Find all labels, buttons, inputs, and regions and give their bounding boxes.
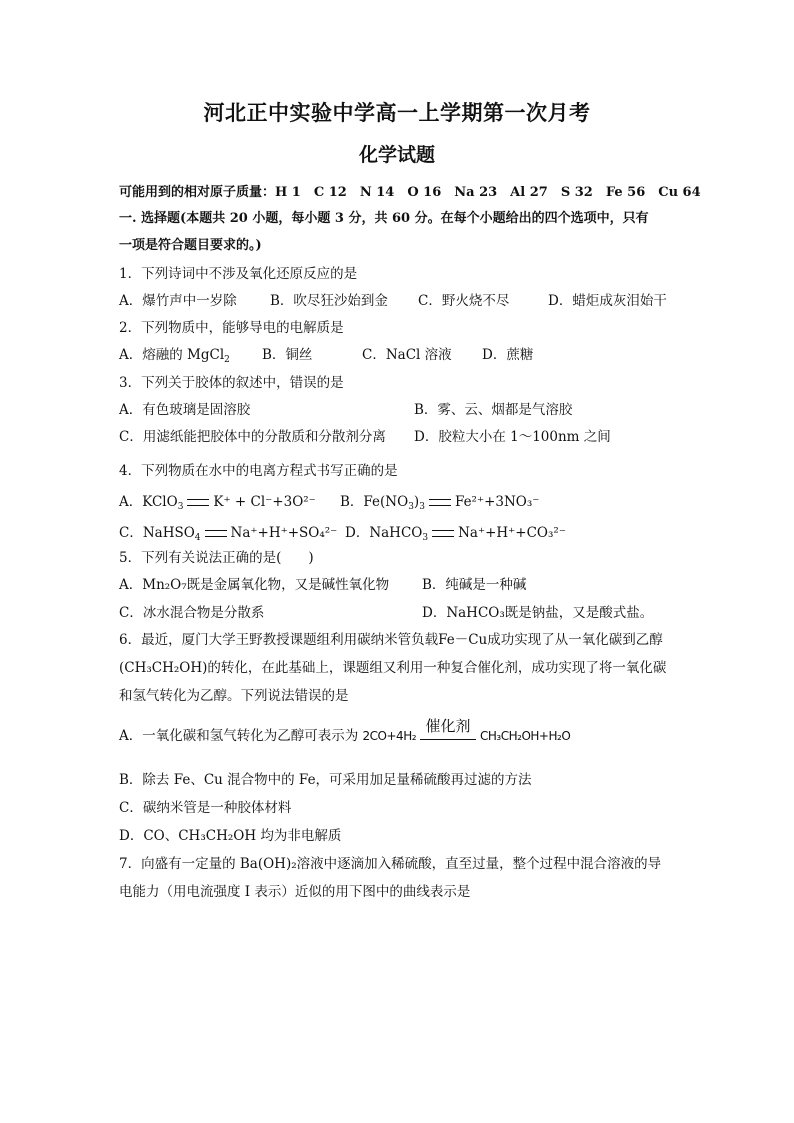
q3-option-d: D．胶粒大小在 1～100nm 之间 — [414, 429, 611, 445]
q5-option-c: C．冰水混合物是分散系 — [119, 605, 265, 621]
equals-sign — [205, 530, 227, 537]
q6-option-c: C．碳纳米管是一种胶体材料 — [119, 800, 292, 816]
q4-option-b: B．$Fe(NO_3)_3$ Fe²⁺+3NO₃⁻ — [340, 494, 540, 512]
q2-option-b: B．铜丝 — [262, 347, 313, 363]
question-5-stem: 5．下列有关说法正确的是( ) — [119, 550, 314, 566]
q6-option-a: A．一氧化碳和氢气转化为乙醇可表示为 2CO+4H₂ 催化剂 CH₃CH₂OH+H₂O — [119, 724, 570, 749]
q5-option-d: D．NaHCO₃既是钠盐，又是酸式盐。 — [422, 605, 654, 621]
question-7-line1: 7．向盛有一定量的 Ba(OH)₂溶液中逐滴加入稀硫酸，直至过量，整个过程中混合溶液的导 — [119, 856, 662, 872]
q1-option-d: D．蜡炬成灰泪始干 — [548, 293, 667, 309]
catalyst-arrow: 催化剂 — [420, 725, 476, 749]
q6-option-d: D．CO、CH₃CH₂OH 均为非电解质 — [119, 828, 342, 844]
equals-sign — [432, 530, 454, 537]
section-instructions-line1: 一. 选择题(本题共 20 小题，每小题 3 分，共 60 分。在每个小题给出的四个选项中，只有 — [119, 211, 649, 226]
q4-option-d: D．NaHCO$_3$ Na⁺+H⁺+CO₃²⁻ — [345, 525, 566, 543]
exam-subtitle: 化学试题 — [358, 144, 435, 166]
question-3-stem: 3．下列关于胶体的叙述中，错误的是 — [119, 375, 344, 391]
q5-option-a: A．Mn₂O₇既是金属氧化物，又是碱性氧化物 — [119, 577, 390, 593]
q3-option-c: C．用滤纸能把胶体中的分散质和分散剂分离 — [119, 429, 386, 445]
q2-option-a: A．熔融的 MgCl$_2$ — [119, 347, 230, 365]
question-1-stem: 1．下列诗词中不涉及氧化还原反应的是 — [119, 266, 358, 282]
question-2-stem: 2．下列物质中，能够导电的电解质是 — [119, 320, 344, 336]
question-7-line2: 电能力（用电流强度 I 表示）近似的用下图中的曲线表示是 — [119, 884, 471, 900]
section-instructions-line2: 一项是符合题目要求的。) — [119, 238, 262, 253]
atomic-masses: 可能用到的相对原子质量：H 1 C 12 N 14 O 16 Na 23 Al 27 S 32 Fe 56 Cu 64 — [119, 185, 701, 200]
question-6-line3: 和氢气转化为乙醇。下列说法错误的是 — [119, 688, 349, 704]
question-6-line1: 6．最近，厦门大学王野教授课题组利用碳纳米管负载Fe－Cu成功实现了从一氧化碳到乙醇 — [119, 632, 663, 648]
question-6-line2: (CH₃CH₂OH)的转化，在此基础上，课题组又利用一种复合催化剂，成功实现了将一氧化碳 — [119, 660, 667, 676]
equals-sign — [187, 499, 209, 506]
question-4-stem: 4．下列物质在水中的电离方程式书写正确的是 — [119, 463, 398, 479]
q1-option-c: C．野火烧不尽 — [418, 293, 510, 309]
q6-option-b: B．除去 Fe、Cu 混合物中的 Fe，可采用加足量稀硫酸再过滤的方法 — [119, 772, 532, 788]
q1-option-a: A．爆竹声中一岁除 — [119, 293, 237, 309]
q3-option-b: B．雾、云、烟都是气溶胶 — [414, 402, 573, 418]
q4-option-a: A．KClO$_3$ K⁺ + Cl⁻+3O²⁻ — [119, 494, 316, 512]
q3-option-a: A．有色玻璃是固溶胶 — [119, 402, 251, 418]
q2-option-c: C．NaCl 溶液 — [362, 347, 452, 363]
exam-title: 河北正中实验中学高一上学期第一次月考 — [203, 100, 591, 125]
q4-option-c: C．NaHSO$_4$ Na⁺+H⁺+SO₄²⁻ — [119, 525, 338, 543]
q1-option-b: B．吹尽狂沙始到金 — [270, 293, 388, 309]
equals-sign — [429, 499, 451, 506]
q5-option-b: B．纯碱是一种碱 — [422, 577, 527, 593]
q2-option-d: D．蔗糖 — [482, 347, 534, 363]
